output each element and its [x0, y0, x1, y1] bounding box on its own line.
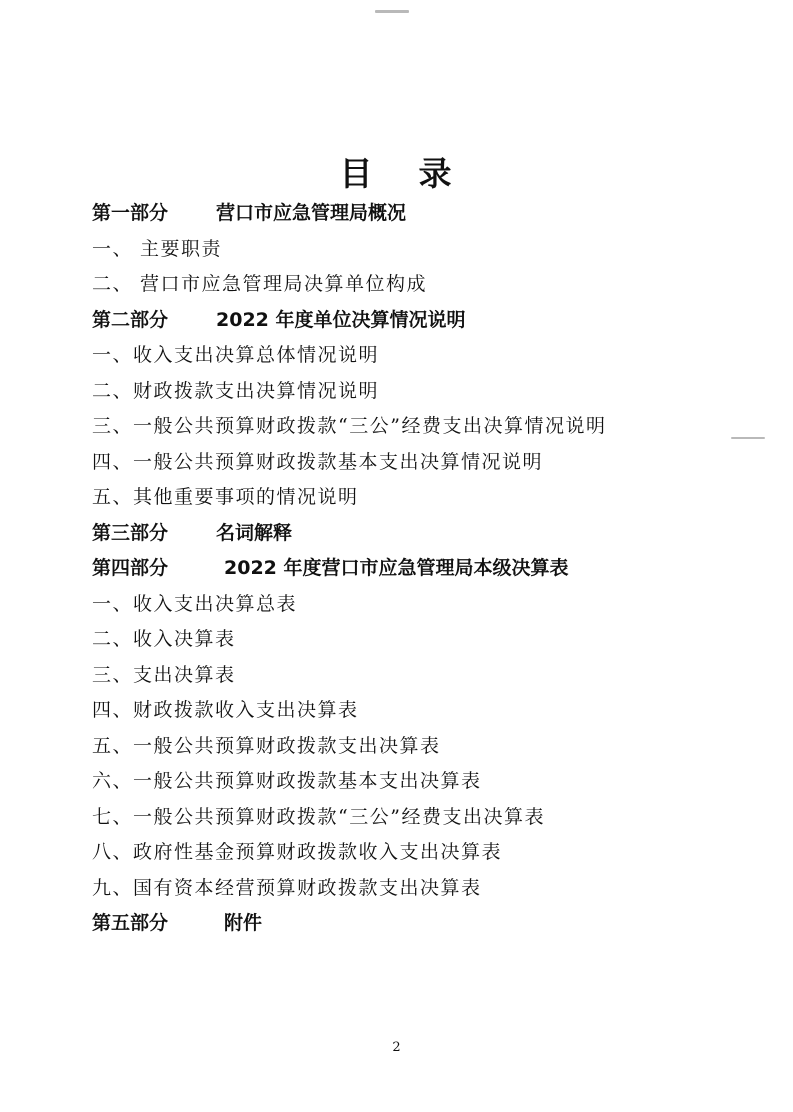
- entry-number: 二、: [92, 628, 134, 650]
- toc-entry: [92, 800, 732, 836]
- part-label: 第一部分: [92, 202, 169, 224]
- part-title: 营口市应急管理局概况: [216, 202, 407, 224]
- toc-entry: [92, 445, 732, 481]
- toc-entry: [92, 764, 732, 800]
- entry-text: 收入支出决算总体情况说明: [133, 344, 380, 366]
- scan-speck: [731, 437, 765, 439]
- entry-number: 七、: [92, 805, 134, 828]
- entry-number: 九、: [92, 876, 134, 899]
- toc-entry: [92, 374, 732, 410]
- page-title-char: 录: [418, 154, 454, 193]
- entry-text: 一般公共预算财政拨款基本支出决算表: [133, 770, 482, 792]
- entry-number: 五、: [92, 734, 134, 757]
- toc-part-heading: [92, 551, 732, 587]
- entry-number: 三、: [92, 663, 134, 686]
- entry-text: 财政拨款收入支出决算表: [133, 699, 359, 721]
- entry-number: 五、: [92, 486, 134, 508]
- toc-entry: [92, 871, 732, 907]
- toc-part-heading: [92, 516, 732, 552]
- entry-number: 六、: [92, 770, 134, 792]
- entry-text: 收入决算表: [133, 628, 236, 650]
- entry-text: 政府性基金预算财政拨款收入支出决算表: [133, 841, 503, 863]
- entry-number: 八、: [92, 841, 134, 863]
- entry-number: 二、: [92, 379, 134, 402]
- part-title: 名词解释: [216, 521, 293, 544]
- part-title: 2022 年度单位决算情况说明: [216, 308, 466, 331]
- entry-text: 一般公共预算财政拨款基本支出决算情况说明: [133, 450, 544, 473]
- toc-entry: [92, 587, 732, 623]
- scan-speck: [375, 10, 409, 13]
- toc-entry: [92, 338, 732, 374]
- page-title: [0, 148, 793, 195]
- entry-text: 财政拨款支出决算情况说明: [133, 379, 380, 402]
- entry-number: 四、: [92, 450, 134, 473]
- toc-entry: [92, 409, 732, 445]
- entry-number: 三、: [92, 415, 134, 437]
- entry-text: 主要职责: [140, 237, 223, 260]
- page-title-char: 目: [339, 154, 375, 193]
- entry-text: 国有资本经营预算财政拨款支出决算表: [133, 876, 482, 899]
- table-of-contents: [92, 196, 732, 942]
- toc-entry: [92, 622, 732, 658]
- page-number: 2: [392, 1040, 401, 1055]
- part-title: 2022 年度营口市应急管理局本级决算表: [224, 557, 569, 579]
- entry-text: 一般公共预算财政拨款“三公”经费支出决算表: [133, 805, 545, 828]
- toc-entry: [92, 232, 732, 268]
- toc-part-heading: [92, 196, 732, 232]
- entry-number: 一、: [92, 592, 134, 615]
- entry-number: 二、: [92, 273, 134, 295]
- toc-entry: [92, 267, 732, 303]
- part-label: 第二部分: [92, 308, 169, 331]
- part-label: 第五部分: [92, 912, 169, 934]
- entry-text: 支出决算表: [133, 663, 236, 686]
- entry-number: 一、: [92, 237, 134, 260]
- entry-text: 收入支出决算总表: [133, 592, 298, 615]
- toc-entry: [92, 658, 732, 694]
- entry-text: 其他重要事项的情况说明: [133, 486, 359, 508]
- entry-text: 一般公共预算财政拨款支出决算表: [133, 734, 441, 757]
- entry-number: 一、: [92, 344, 134, 366]
- entry-number: 四、: [92, 699, 134, 721]
- toc-entry: [92, 693, 732, 729]
- toc-entry: [92, 729, 732, 765]
- toc-entry: [92, 835, 732, 871]
- part-label: 第四部分: [92, 557, 169, 579]
- entry-text: 一般公共预算财政拨款“三公”经费支出决算情况说明: [133, 415, 607, 437]
- entry-text: 营口市应急管理局决算单位构成: [140, 273, 428, 295]
- part-title: 附件: [224, 912, 263, 934]
- toc-part-heading: [92, 906, 732, 942]
- part-label: 第三部分: [92, 521, 169, 544]
- toc-entry: [92, 480, 732, 516]
- toc-part-heading: [92, 303, 732, 339]
